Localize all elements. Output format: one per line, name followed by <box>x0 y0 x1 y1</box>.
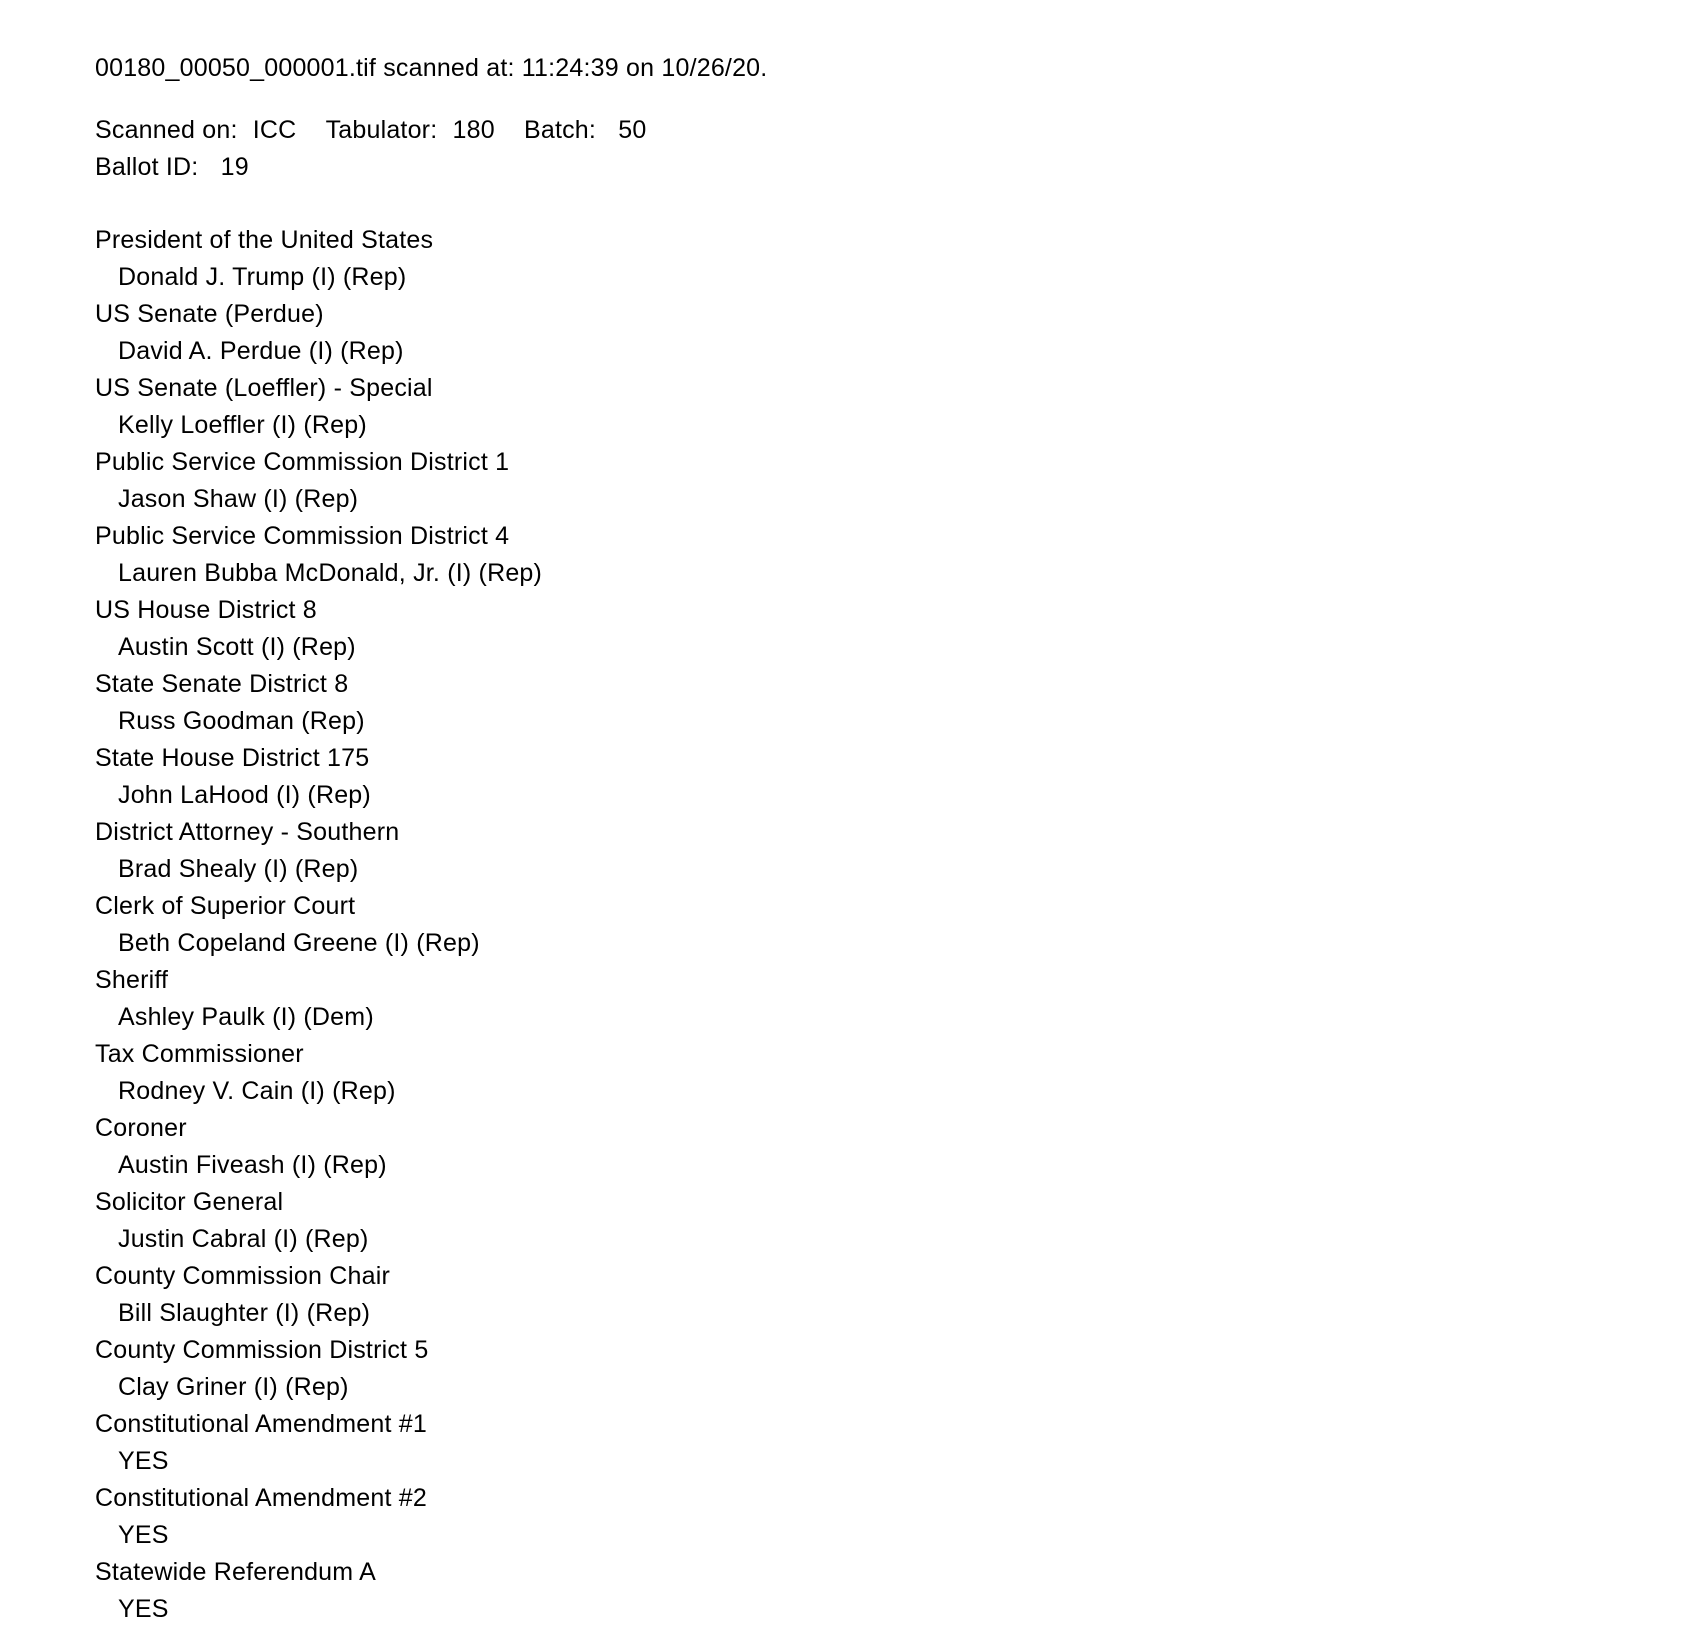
contest-selection: YES <box>118 1595 169 1623</box>
contest-selection: Kelly Loeffler (I) (Rep) <box>118 411 367 439</box>
contest-entry <box>95 888 1668 962</box>
contest-selection: Beth Copeland Greene (I) (Rep) <box>118 929 480 957</box>
tabulator-value: 180 <box>452 116 495 144</box>
contest-name: Constitutional Amendment #1 <box>95 1410 427 1438</box>
ballot-id-label: Ballot ID: <box>95 153 199 181</box>
contest-entry <box>95 1406 1668 1480</box>
contest-selection: Rodney V. Cain (I) (Rep) <box>118 1077 396 1105</box>
contest-selection: John LaHood (I) (Rep) <box>118 781 371 809</box>
contest-entry <box>95 962 1668 1036</box>
contest-entry <box>95 1184 1668 1258</box>
contest-selection: Austin Scott (I) (Rep) <box>118 633 356 661</box>
contest-name: Constitutional Amendment #2 <box>95 1484 427 1512</box>
contest-selection: Austin Fiveash (I) (Rep) <box>118 1151 387 1179</box>
contest-selection: Lauren Bubba McDonald, Jr. (I) (Rep) <box>118 559 543 587</box>
contest-name: Public Service Commission District 1 <box>95 448 510 476</box>
contest-name: US Senate (Perdue) <box>95 300 324 328</box>
contest-name: Clerk of Superior Court <box>95 892 356 920</box>
contest-selection: YES <box>118 1447 169 1475</box>
ballot-id-line <box>95 149 1668 186</box>
contest-selection: Brad Shealy (I) (Rep) <box>118 855 359 883</box>
ballot-id-value: 19 <box>220 153 249 181</box>
contest-entry <box>95 814 1668 888</box>
scanned-on-value: ICC <box>252 116 297 144</box>
contest-selection: Russ Goodman (Rep) <box>118 707 365 735</box>
contest-entry <box>95 444 1668 518</box>
contest-entry <box>95 1258 1668 1332</box>
contest-entry <box>95 1332 1668 1406</box>
batch-value: 50 <box>618 116 647 144</box>
contest-name: Coroner <box>95 1114 187 1142</box>
contest-entry <box>95 1036 1668 1110</box>
contest-entry <box>95 1480 1668 1554</box>
contest-entry <box>95 592 1668 666</box>
contest-name: County Commission Chair <box>95 1262 390 1290</box>
contest-selection: Justin Cabral (I) (Rep) <box>118 1225 369 1253</box>
contest-name: State House District 175 <box>95 744 370 772</box>
contest-entry <box>95 518 1668 592</box>
contest-entry <box>95 296 1668 370</box>
contest-name: US Senate (Loeffler) - Special <box>95 374 433 402</box>
contest-selection: Ashley Paulk (I) (Dem) <box>118 1003 374 1031</box>
contest-name: President of the United States <box>95 226 434 254</box>
contest-entry <box>95 1554 1668 1628</box>
contest-entry <box>95 1110 1668 1184</box>
contest-name: District Attorney - Southern <box>95 818 400 846</box>
contest-entry <box>95 666 1668 740</box>
contest-name: Solicitor General <box>95 1188 284 1216</box>
contest-selection: YES <box>118 1521 169 1549</box>
contest-entry <box>95 740 1668 814</box>
contest-name: County Commission District 5 <box>95 1336 429 1364</box>
batch-label: Batch: <box>523 116 597 144</box>
tabulator-label: Tabulator: <box>325 116 438 144</box>
scanner-info-line <box>95 112 1668 149</box>
contest-selection: Donald J. Trump (I) (Rep) <box>118 263 407 291</box>
contest-entry <box>95 222 1668 296</box>
contest-name: US House District 8 <box>95 596 317 624</box>
contest-selection: Jason Shaw (I) (Rep) <box>118 485 359 513</box>
contest-name: State Senate District 8 <box>95 670 349 698</box>
contest-selection: Clay Griner (I) (Rep) <box>118 1373 349 1401</box>
contest-name: Tax Commissioner <box>95 1040 304 1068</box>
contest-selection: David A. Perdue (I) (Rep) <box>118 337 404 365</box>
contest-selection: Bill Slaughter (I) (Rep) <box>118 1299 371 1327</box>
contest-name: Public Service Commission District 4 <box>95 522 510 550</box>
scan-filename-line: 00180_00050_000001.tif scanned at: 11:24:39 on 10/26/20. <box>95 54 768 82</box>
contest-name: Sheriff <box>95 966 169 994</box>
contest-list <box>95 222 1668 1628</box>
contest-name: Statewide Referendum A <box>95 1558 376 1586</box>
contest-entry <box>95 370 1668 444</box>
scanned-on-label: Scanned on: <box>95 116 238 144</box>
